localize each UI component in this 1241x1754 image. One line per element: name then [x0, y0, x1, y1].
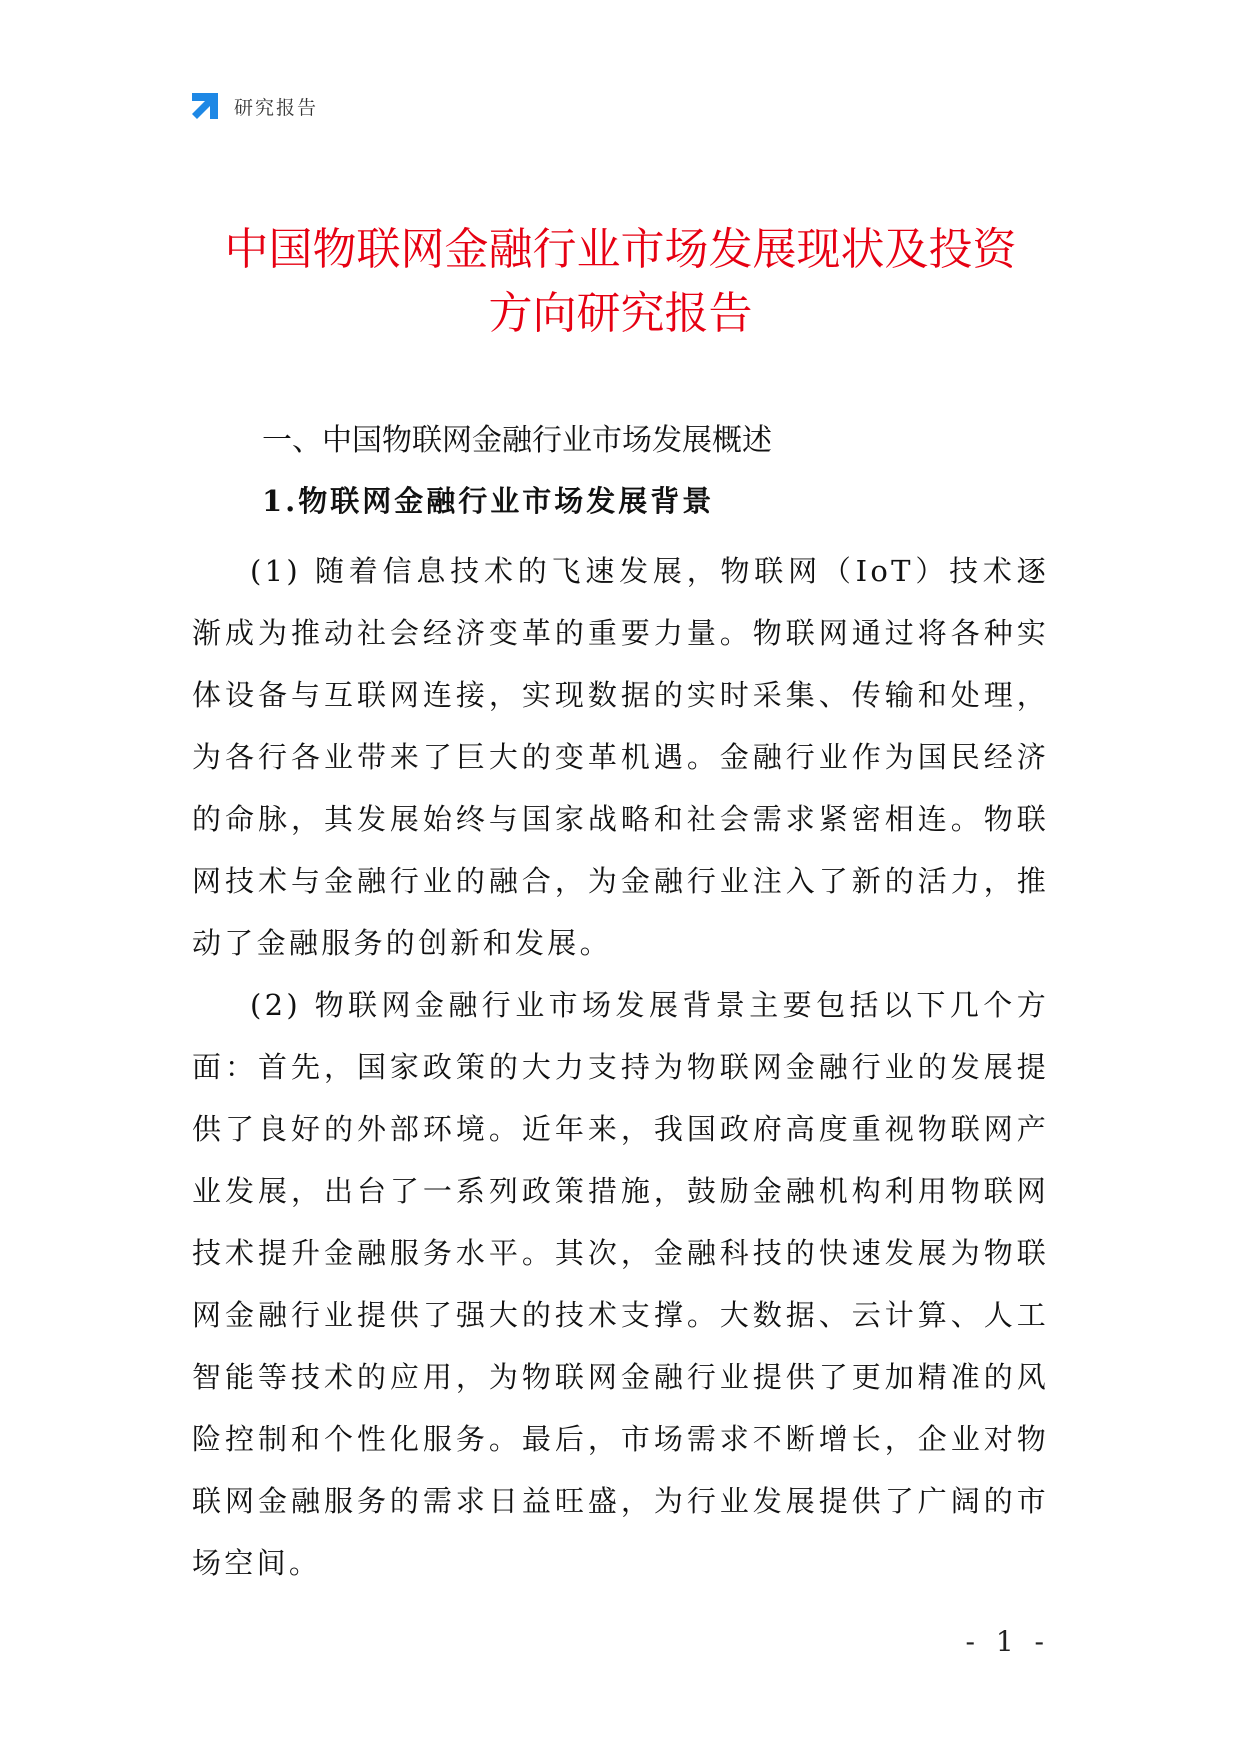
paragraph-2: (2) 物联网金融行业市场发展背景主要包括以下几个方面：首先，国家政策的大力支持为物联网金融行业的发展提供了良好的外部环境。近年来，我国政府高度重视物联网产业发展，出台了一系列政策措施，鼓励金融机构利用物联网技术提升金融服务水平。其次，金融科技的快速发展为物联网金融行业提供了强大的技术支撑。大数据、云计算、人工智能等技术的应用，为物联网金融行业提供了更加精准的风险控制和个性化服务。最后，市场需求不断增长，企业对物联网金融服务的需求日益旺盛，为行业发展提供了广阔的市场空间。 [192, 988, 1049, 1580]
document-title [150, 218, 1091, 346]
body-text [192, 540, 1049, 1594]
page-number: - 1 - [965, 1625, 1050, 1658]
section-heading: 一、中国物联网金融行业市场发展概述 [262, 423, 772, 458]
header [188, 90, 318, 122]
document-title-line-1: 中国物联网金融行业市场发展现状及投资 [224, 224, 1017, 275]
sub-heading: 1.物联网金融行业市场发展背景 [262, 484, 715, 518]
header-label: 研究报告 [234, 96, 319, 119]
paragraph-1: (1) 随着信息技术的飞速发展，物联网（IoT）技术逐渐成为推动社会经济变革的重要力量。物联网通过将各种实体设备与互联网连接，实现数据的实时采集、传输和处理，为各行各业带来了巨大的变革机遇。金融行业作为国民经济的命脉，其发展始终与国家战略和社会需求紧密相连。物联网技术与金融行业的融合，为金融行业注入了新的活力，推动了金融服务的创新和发展。 [192, 554, 1049, 960]
document-title-line-2: 方向研究报告 [488, 288, 753, 339]
logo-arrow-icon [188, 89, 222, 123]
